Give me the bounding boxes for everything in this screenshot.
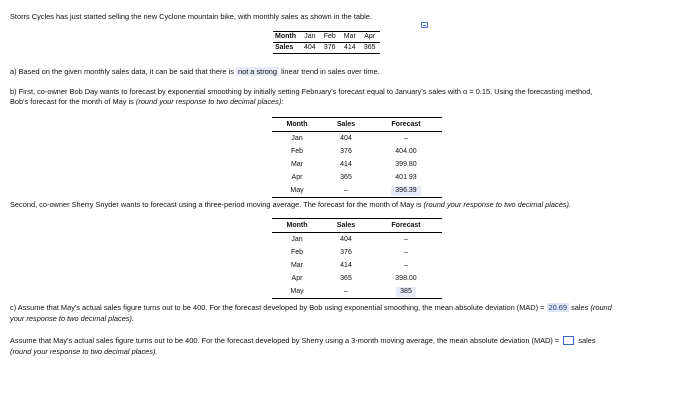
month-cell: Feb [290, 148, 304, 155]
table-row [272, 285, 442, 299]
col-header-forecast: Forecast [370, 118, 442, 132]
month-cell: May [272, 184, 322, 198]
part-b-instruction: (round your response to two decimal places): [135, 97, 284, 106]
sales-cell: 404 [304, 44, 316, 51]
col-header-sales: Sales [322, 118, 370, 132]
table-row [272, 145, 442, 158]
sales-cell: 414 [343, 44, 356, 51]
col-header-month: Month [272, 118, 322, 132]
month-cell: Mar [290, 161, 304, 168]
part-b-line1: b) First, co-owner Bob Day wants to forecast by exponential smoothing by initially setting February's forecast equal to January's sales with α = 0.15. Using the forecasting method, [10, 87, 593, 96]
sales-cell: 376 [323, 44, 336, 51]
month-cell: Feb [290, 249, 304, 256]
part-d-line1 [10, 336, 596, 345]
part-d-line2: (round your response to two decimal places). [10, 347, 158, 356]
sales-cell: 376 [340, 249, 352, 256]
sales-cell: 376 [340, 148, 352, 155]
month-cell: Jan [291, 236, 303, 243]
sales-cell: 365 [363, 44, 376, 51]
sales-cell: 414 [340, 161, 352, 168]
col-header-month: Month [272, 219, 322, 233]
part-c-line1 [10, 303, 612, 312]
month-cell: Feb [323, 33, 336, 40]
part-a-text: a) Based on the given monthly sales data, it can be said that there is [10, 67, 234, 76]
forecast-cell: 404.00 [395, 148, 417, 155]
sales-cell: 365 [340, 174, 352, 181]
sales-row-label: Sales [275, 44, 294, 51]
mad-ma-input[interactable] [563, 336, 574, 345]
month-cell: Jan [304, 33, 316, 40]
sales-cell: 365 [340, 275, 352, 282]
part-d-unit: sales [578, 336, 596, 345]
month-cell: Jan [291, 135, 303, 142]
trend-dropdown[interactable]: not a strong [237, 67, 278, 76]
intro-text: Storrs Cycles has just started selling the new Cyclone mountain bike, with monthly sales as shown in the table. [10, 12, 372, 21]
month-cell: May [272, 285, 322, 299]
more-info-icon[interactable] [421, 22, 428, 28]
part-c-text: c) Assume that May's actual sales figure turns out to be 400. For the forecast developed by Bob using exponential smoothing, the mean absolute deviation (MAD) = [10, 303, 545, 312]
month-cell: Mar [290, 262, 304, 269]
part-a-question [10, 67, 380, 76]
forecast-cell: – [404, 135, 408, 142]
col-header-forecast: Forecast [370, 219, 442, 233]
table-row [272, 132, 442, 146]
sales-cell: – [322, 285, 370, 299]
forecast-cell: 399.80 [395, 161, 417, 168]
sales-cell: – [322, 184, 370, 198]
forecast-cell: – [404, 262, 408, 269]
sales-table [273, 31, 380, 54]
table-row [272, 158, 442, 171]
month-row-label: Month [275, 33, 296, 40]
exp-smoothing-table [272, 117, 442, 198]
forecast-answer-cell [370, 184, 442, 198]
may-forecast-answer[interactable]: 385 [396, 287, 416, 297]
moving-average-instruction: (round your response to two decimal places). [423, 200, 572, 209]
part-c-unit: sales [571, 303, 589, 312]
table-row [272, 259, 442, 272]
month-cell: Apr [364, 33, 376, 40]
table-row [272, 272, 442, 285]
col-header-sales: Sales [322, 219, 370, 233]
part-d-text: Assume that May's actual sales figure turns out to be 400. For the forecast developed by Sherry using a 3-month moving average, the mean absolute deviation (MAD) = [10, 336, 560, 345]
part-b-line2 [10, 97, 283, 106]
month-cell: Apr [291, 174, 303, 181]
moving-average-question [10, 200, 571, 209]
forecast-cell: 401.93 [395, 174, 417, 181]
forecast-answer-cell [370, 285, 442, 299]
mad-exp-answer[interactable]: 20.69 [548, 303, 568, 312]
forecast-cell: – [404, 236, 408, 243]
forecast-cell: 398.00 [395, 275, 417, 282]
month-cell: Mar [343, 33, 356, 40]
sales-cell: 404 [340, 135, 352, 142]
sales-cell: 404 [340, 236, 352, 243]
forecast-cell: – [404, 249, 408, 256]
part-b-text: Bob's forecast for the month of May is [10, 97, 134, 106]
sales-cell: 414 [340, 262, 352, 269]
part-c-line2: your response to two decimal places). [10, 314, 135, 323]
may-forecast-answer[interactable]: 396.39 [391, 186, 420, 196]
table-row [272, 171, 442, 184]
part-c-instruction-start: (round [590, 303, 612, 312]
table-row [272, 246, 442, 259]
month-cell: Apr [291, 275, 303, 282]
moving-average-text: Second, co-owner Sherry Snyder wants to forecast using a three-period moving average. The forecast for the month of May is [10, 200, 422, 209]
moving-average-table [272, 218, 442, 299]
part-a-text-end: linear trend in sales over time. [281, 67, 380, 76]
table-row [272, 184, 442, 198]
table-row [272, 233, 442, 247]
